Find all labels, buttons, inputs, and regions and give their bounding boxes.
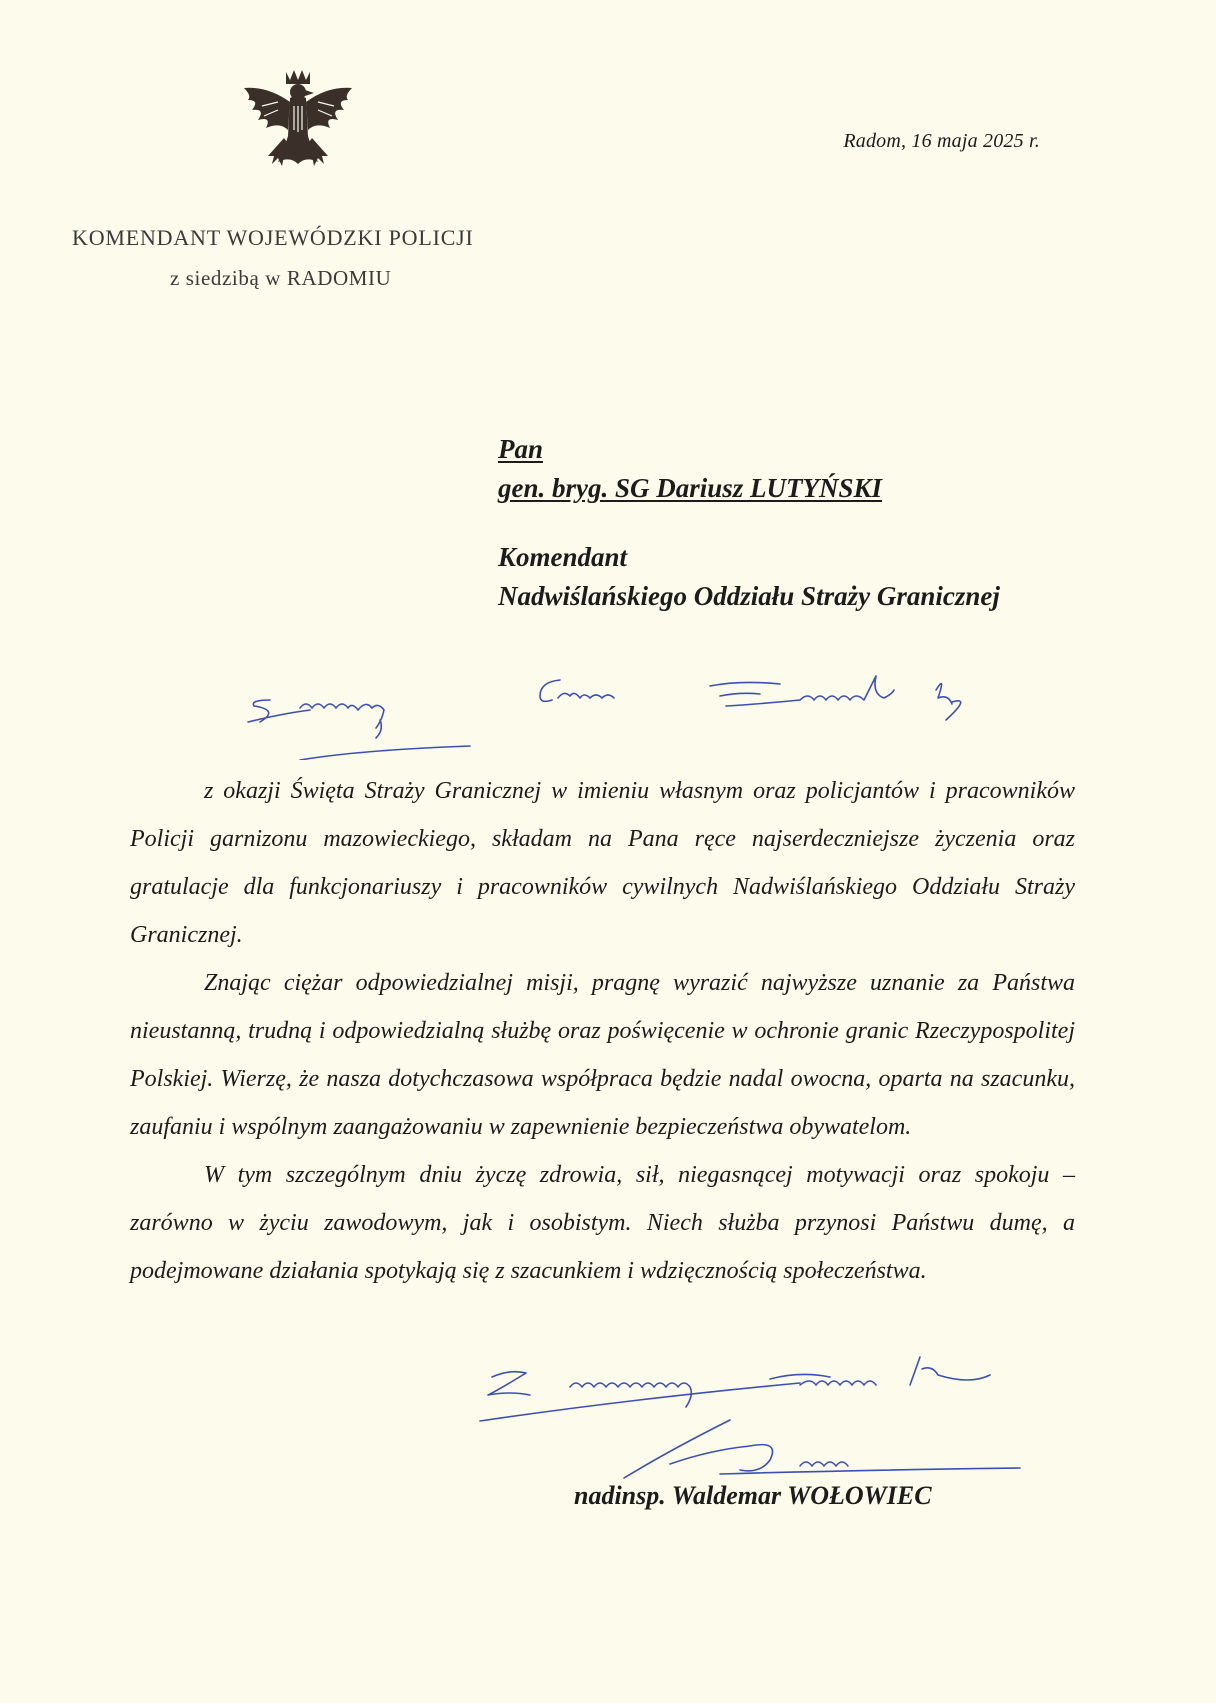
place-date: Radom, 16 maja 2025 r.	[843, 130, 1040, 152]
addressee-salutation: Pan	[498, 434, 544, 464]
body-paragraph-1: z okazji Święta Straży Granicznej w imieniu własnym oraz policjantów i pracowników Policji garnizonu mazowieckiego, składam na Pana ręce najserdeczniejsze życzenia oraz gratulacje dla funkcjonariuszy i pracowników cywilnych Nadwiślańskiego Oddziału Straży Granicznej.	[130, 778, 1075, 948]
polish-eagle-emblem	[238, 66, 358, 186]
addressee-role: Komendant	[498, 542, 628, 572]
addressee-unit: Nadwiślańskiego Oddziału Straży Granicznej	[498, 581, 1000, 611]
addressee-name: gen. bryg. SG Dariusz LUTYŃSKI	[498, 473, 883, 503]
letter-body	[130, 767, 1075, 1295]
org-title: KOMENDANT WOJEWÓDZKI POLICJI	[72, 225, 474, 250]
body-paragraph-2: Znając ciężar odpowiedzialnej misji, pragnę wyrazić najwyższe uznanie za Państwa nieustanną, trudną i odpowiedzialną służbę oraz poświęcenie w ochronie granic Rzeczypospolitej Polskiej. Wierzę, że nasza dotychczasowa współpraca będzie nadal owocna, oparta na szacunku, zaufaniu i wspólnym zaangażowaniu w zapewnienie bezpieczeństwa obywatelom.	[130, 970, 1075, 1140]
handwritten-greeting	[240, 670, 1070, 760]
addressee-block	[498, 430, 1000, 616]
signature-scribble	[610, 1410, 1030, 1490]
body-paragraph-3: W tym szczególnym dniu życzę zdrowia, sił, niegasnącej motywacji oraz spokoju – zarówno w życiu zawodowym, jak i osobistym. Niech służba przynosi Państwu dumę, a podejmowane działania spotykają się z szacunkiem i wdzięcznością społeczeństwa.	[130, 1162, 1075, 1284]
signer-name: nadinsp. Waldemar WOŁOWIEC	[574, 1481, 932, 1510]
org-seat: z siedzibą w RADOMIU	[170, 266, 392, 290]
